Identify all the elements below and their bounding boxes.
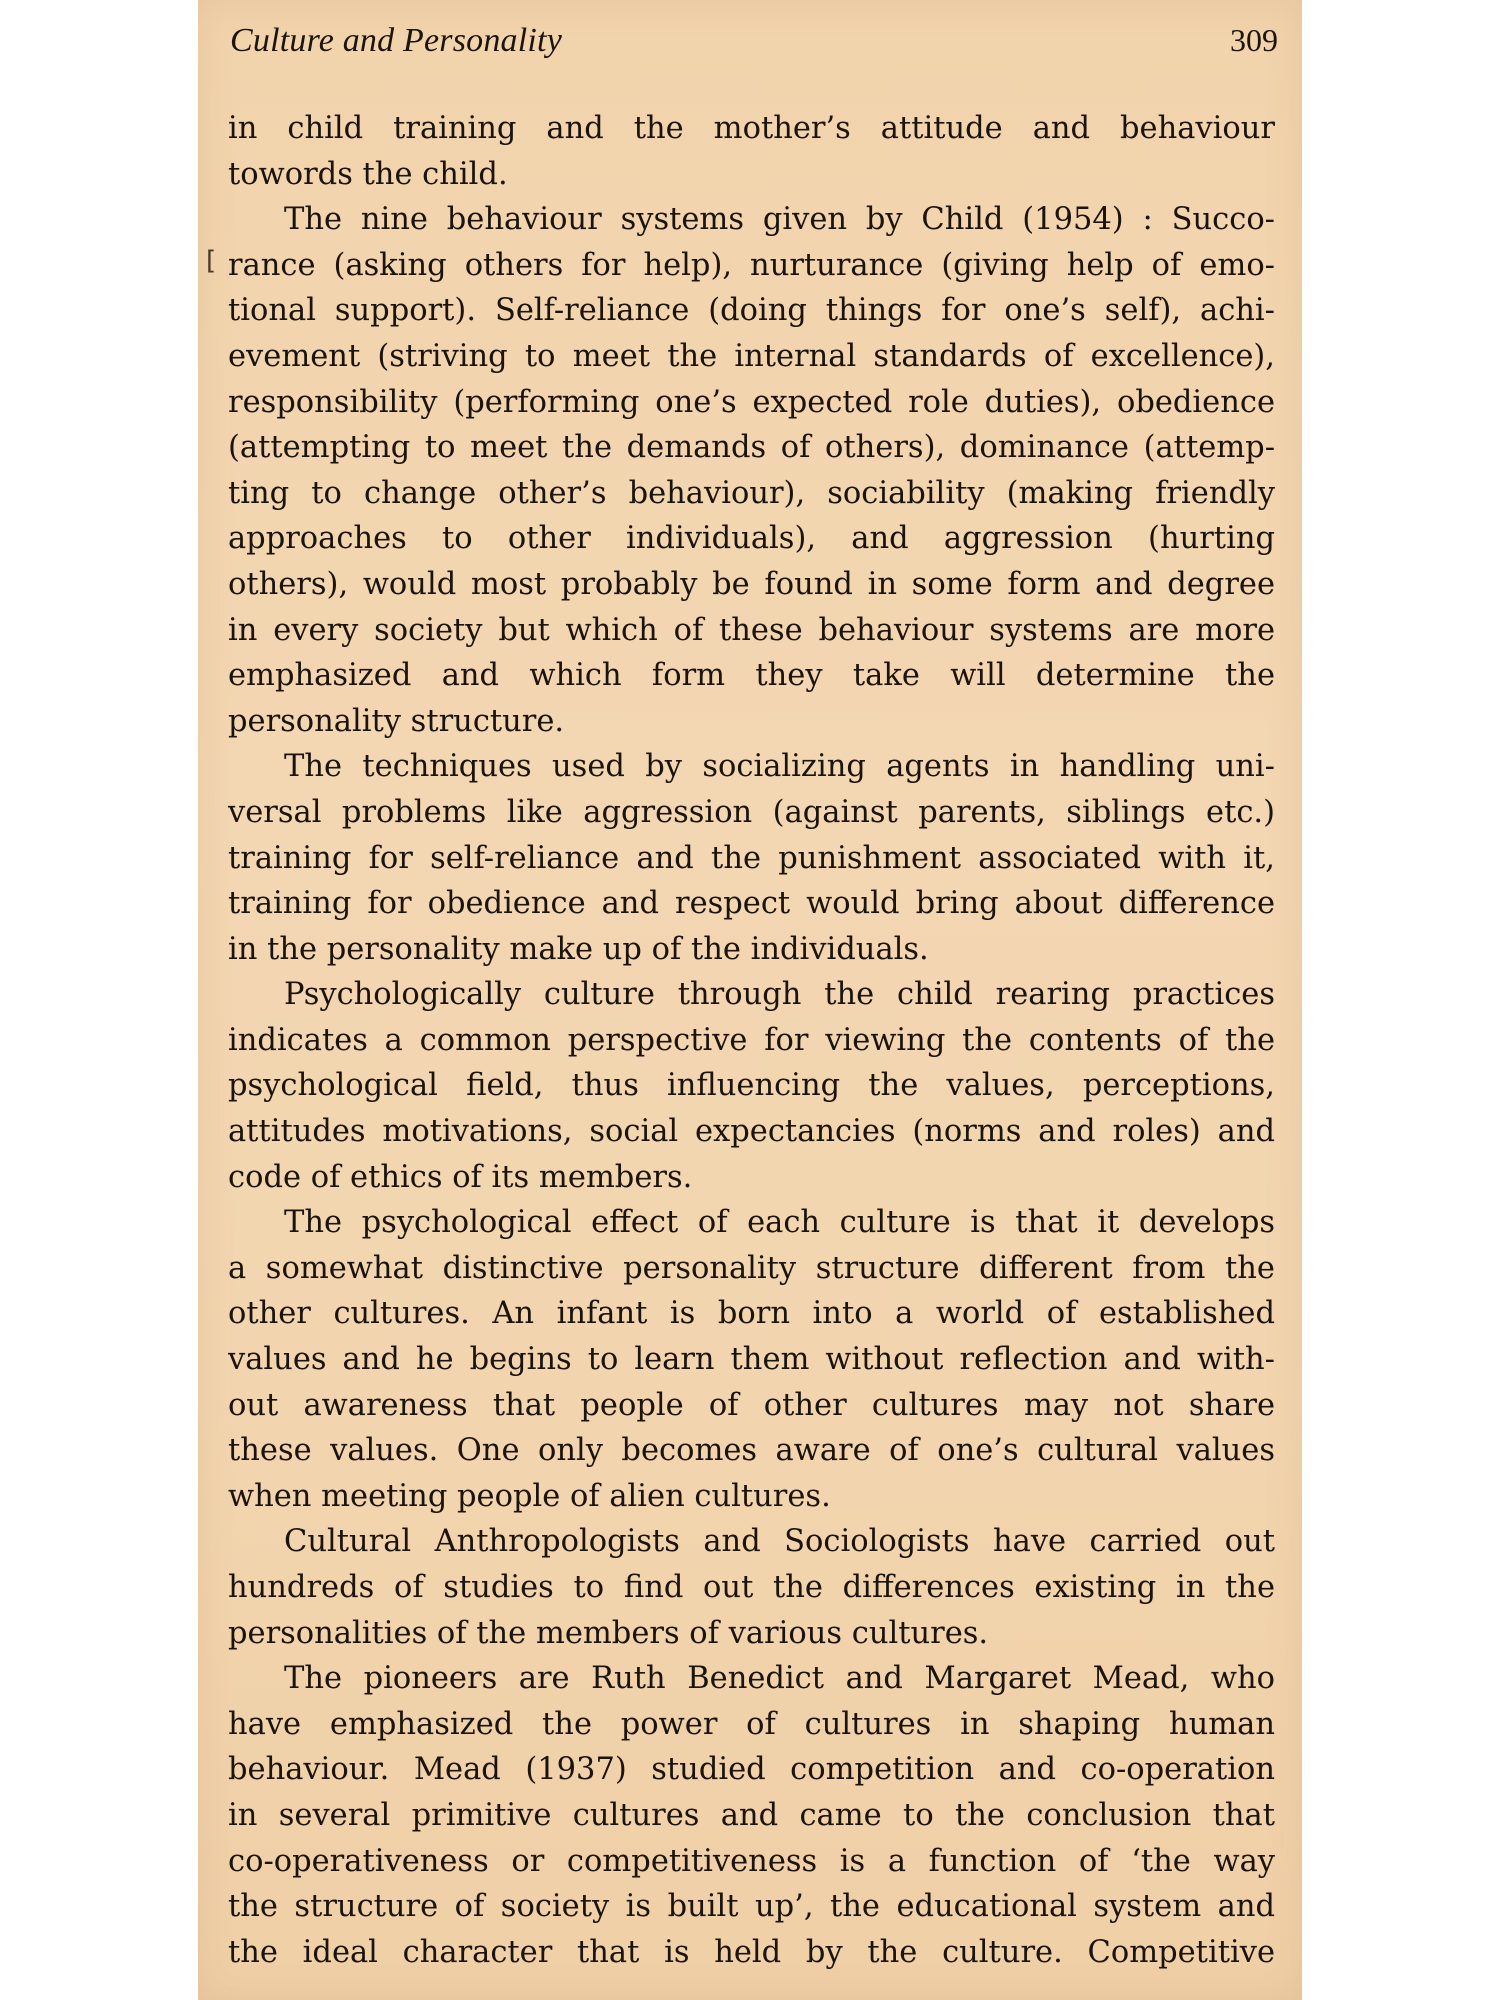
- text-line: behaviour. Mead (1937) studied competition and co-operation: [228, 1752, 1275, 1788]
- text-line: The nine behaviour systems given by Child (1954) : Succo-: [284, 202, 1275, 238]
- paragraph-behaviour-systems: [228, 197, 1275, 744]
- text-line: code of ethics of its members.: [228, 1159, 693, 1195]
- book-page: [198, 0, 1302, 2000]
- text-line: training for obedience and respect would bring about difference: [228, 886, 1275, 922]
- text-line: have emphasized the power of cultures in shaping human: [228, 1706, 1275, 1742]
- text-line: the structure of society is built up’, the educational system and: [228, 1889, 1275, 1925]
- text-line: Cultural Anthropologists and Sociologists have carried out: [284, 1524, 1275, 1560]
- text-line: personalities of the members of various cultures.: [228, 1615, 989, 1651]
- text-line: training for self-reliance and the punishment associated with it,: [228, 840, 1275, 876]
- text-line: indicates a common perspective for viewing the contents of the: [228, 1022, 1275, 1058]
- text-line: others), would most probably be found in some form and degree: [228, 566, 1275, 602]
- text-line: hundreds of studies to find out the differences existing in the: [228, 1570, 1275, 1605]
- text-line: in every society but which of these behaviour systems are more: [228, 612, 1275, 648]
- text-line: personality structure.: [228, 703, 565, 739]
- text-line: a somewhat distinctive personality structure different from the: [228, 1250, 1275, 1286]
- text-line: values and he begins to learn them without reflection and with-: [228, 1342, 1275, 1378]
- running-head: [230, 22, 1278, 70]
- paragraph-anthropologists: [228, 1519, 1275, 1656]
- chapter-title: Culture and Personality: [230, 22, 562, 59]
- text-line: The pioneers are Ruth Benedict and Margaret Mead, who: [284, 1661, 1275, 1697]
- body-text: [228, 106, 1275, 1975]
- text-line: the ideal character that is held by the culture. Competitive: [228, 1934, 1275, 1970]
- text-line: in child training and the mother’s attitude and behaviour: [228, 111, 1275, 146]
- paragraph-pioneers: [228, 1656, 1275, 1975]
- paragraph-psychological-effect: [228, 1200, 1275, 1519]
- text-line: psychological field, thus influencing the values, perceptions,: [228, 1068, 1275, 1104]
- margin-bracket-mark: [: [206, 246, 217, 276]
- paragraph-psychologically: [228, 972, 1275, 1200]
- paragraph-techniques: [228, 744, 1275, 972]
- text-line: when meeting people of alien cultures.: [228, 1478, 831, 1514]
- text-line: in the personality make up of the individuals.: [228, 931, 929, 967]
- text-line: evement (striving to meet the internal standards of excellence),: [228, 338, 1275, 374]
- text-line: (attempting to meet the demands of others), dominance (attemp-: [228, 430, 1275, 466]
- paragraph-continued: [228, 106, 1275, 197]
- text-line: versal problems like aggression (against parents, siblings etc.): [228, 794, 1275, 830]
- text-line: in several primitive cultures and came to the conclusion that: [228, 1797, 1275, 1833]
- text-line: these values. One only becomes aware of one’s cultural values: [228, 1433, 1275, 1469]
- text-line: other cultures. An infant is born into a world of established: [228, 1296, 1275, 1332]
- text-line: rance (asking others for help), nurturance (giving help of emo-: [228, 247, 1275, 283]
- text-line: tional support). Self-reliance (doing things for one’s self), achi-: [228, 293, 1275, 329]
- text-line: ting to change other’s behaviour), sociability (making friendly: [228, 475, 1275, 511]
- page-number: 309: [1230, 22, 1278, 58]
- text-line: Psychologically culture through the child rearing practices: [284, 977, 1275, 1013]
- text-line: The psychological effect of each culture is that it develops: [284, 1205, 1275, 1241]
- text-line: The techniques used by socializing agents in handling uni-: [284, 749, 1275, 785]
- text-line: co-operativeness or competitiveness is a function of ‘the way: [228, 1843, 1275, 1879]
- text-line: out awareness that people of other cultures may not share: [228, 1387, 1275, 1423]
- text-line: emphasized and which form they take will determine the: [228, 658, 1275, 694]
- text-line: responsibility (performing one’s expected role duties), obedience: [228, 384, 1275, 420]
- text-line: attitudes motivations, social expectancies (norms and roles) and: [228, 1114, 1275, 1150]
- text-line: approaches to other individuals), and aggression (hurting: [228, 521, 1275, 557]
- text-line: towords the child.: [228, 156, 508, 192]
